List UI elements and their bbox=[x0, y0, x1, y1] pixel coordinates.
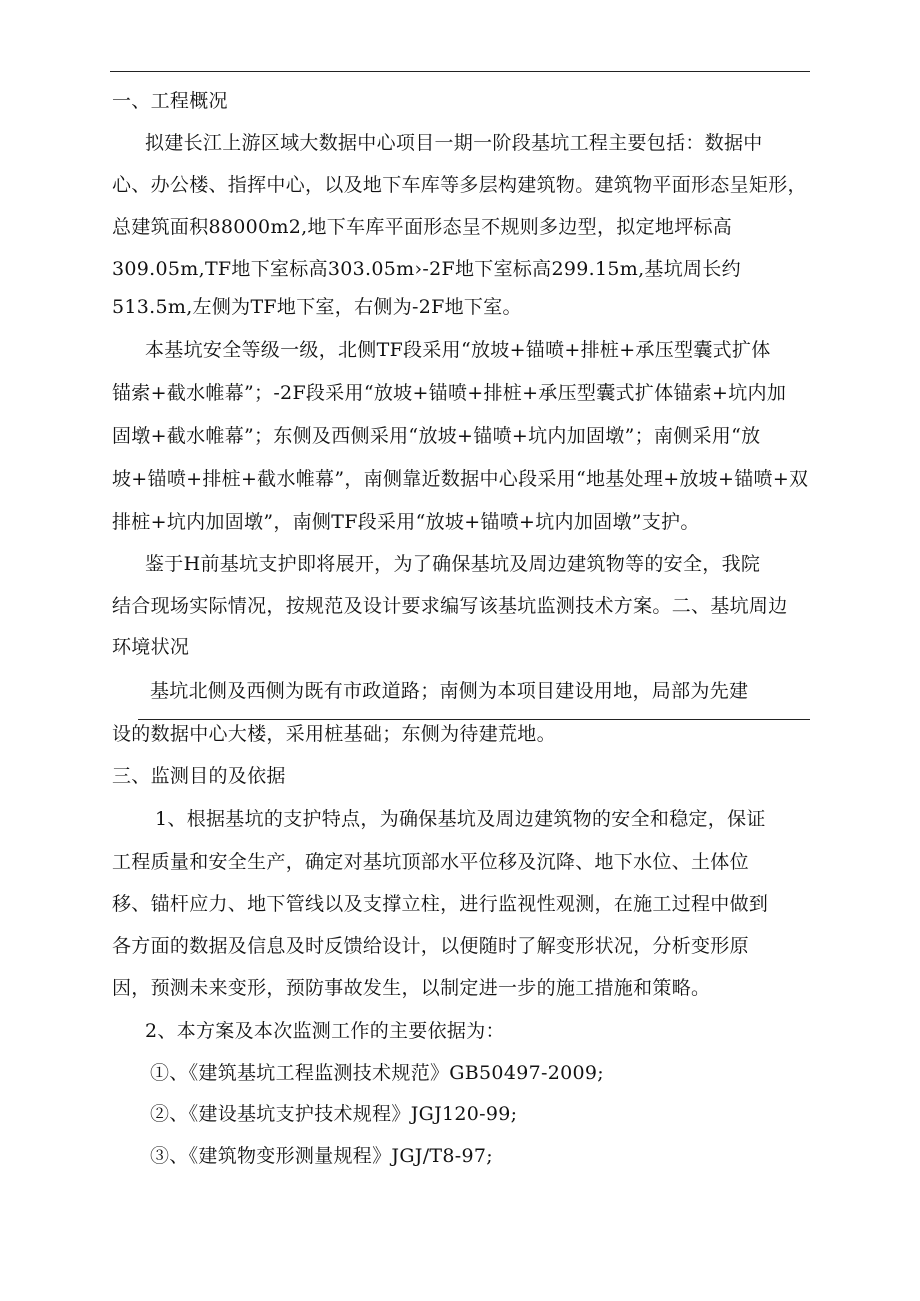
section1-para3-line2: 结合现场实际情况，按规范及设计要求编写该基坑监测技术方案。二、基坑周边 bbox=[112, 595, 788, 617]
section1-para2-line1: 本基坑安全等级一级，北侧TF段采用“放坡+锚喷+排桩+承压型囊式扩体 bbox=[145, 339, 771, 361]
header-rule bbox=[110, 71, 810, 72]
section1-para1-line1: 拟建长江上游区域大数据中心项目一期一阶段基坑工程主要包括：数据中 bbox=[145, 132, 763, 154]
section1-para3-line1: 鉴于H前基坑支护即将展开，为了确保基坑及周边建筑物等的安全，我院 bbox=[145, 553, 761, 575]
section1-para2-line3: 固墩+截水帷幕”；东侧及西侧采用“放坡+锚喷+坑内加固墩”；南侧采用“放 bbox=[112, 425, 761, 447]
section1-para1-line2: 心、办公楼、指挥中心，以及地下车库等多层构建筑物。建筑物平面形态呈矩形， bbox=[112, 174, 807, 196]
section1-para2-line2: 锚索+截水帷幕”；-2F段采用“放坡+锚喷+排桩+承压型囊式扩体锚索+坑内加 bbox=[112, 382, 787, 404]
section1-para3-line3: 环境状况 bbox=[112, 636, 190, 658]
section1-para1-line3: 总建筑面积88000m2,地下车库平面形态呈不规则多边型，拟定地坪标高 bbox=[112, 216, 733, 238]
section1-para1-line4: 309.05m,TF地下室标高303.05m›-2F地下室标高299.15m,基坑周长约 bbox=[112, 258, 741, 280]
section1-para1-line5: 513.5m,左侧为TF地下室，右侧为-2F地下室。 bbox=[112, 296, 522, 318]
section3-para2: 2、本方案及本次监测工作的主要依据为： bbox=[145, 1020, 505, 1042]
section3-para1-line4: 各方面的数据及信息及时反馈给设计，以便随时了解变形状况，分析变形原 bbox=[112, 935, 749, 957]
section3-para1-line1: 1、根据基坑的支护特点，为确保基坑及周边建筑物的安全和稳定，保证 bbox=[155, 808, 766, 830]
section3-para1-line3: 移、锚杆应力、地下管线以及支撑立柱，进行监视性观测，在施工过程中做到 bbox=[112, 893, 769, 915]
reference-item: ①、《建筑基坑工程监测技术规范》GB50497-2009; bbox=[150, 1062, 604, 1084]
section3-para1-line2: 工程质量和安全生产，确定对基坑顶部水平位移及沉降、地下水位、土体位 bbox=[112, 851, 749, 873]
section1-para2-line5: 排桩+坑内加固墩”，南侧TF段采用“放坡+锚喷+坑内加固墩”支护。 bbox=[112, 511, 700, 533]
section1-heading: 一、工程概况 bbox=[112, 90, 228, 112]
section3-heading: 三、监测目的及依据 bbox=[112, 765, 286, 787]
section3-para1-line5: 因，预测未来变形，预防事故发生，以制定进一步的施工措施和策略。 bbox=[112, 977, 711, 999]
reference-item: ③、《建筑物变形测量规程》JGJ/T8-97; bbox=[150, 1145, 493, 1167]
section-rule bbox=[138, 719, 810, 720]
section2-para-line1: 基坑北侧及西侧为既有市政道路；南侧为本项目建设用地，局部为先建 bbox=[150, 680, 749, 702]
section1-para2-line4: 坡+锚喷+排桩+截水帷幕”，南侧靠近数据中心段采用“地基处理+放坡+锚喷+双 bbox=[112, 468, 809, 490]
section2-para-line2: 设的数据中心大楼，采用桩基础；东侧为待建荒地。 bbox=[112, 723, 556, 745]
reference-item: ②、《建设基坑支护技术规程》JGJ120-99; bbox=[150, 1103, 518, 1125]
